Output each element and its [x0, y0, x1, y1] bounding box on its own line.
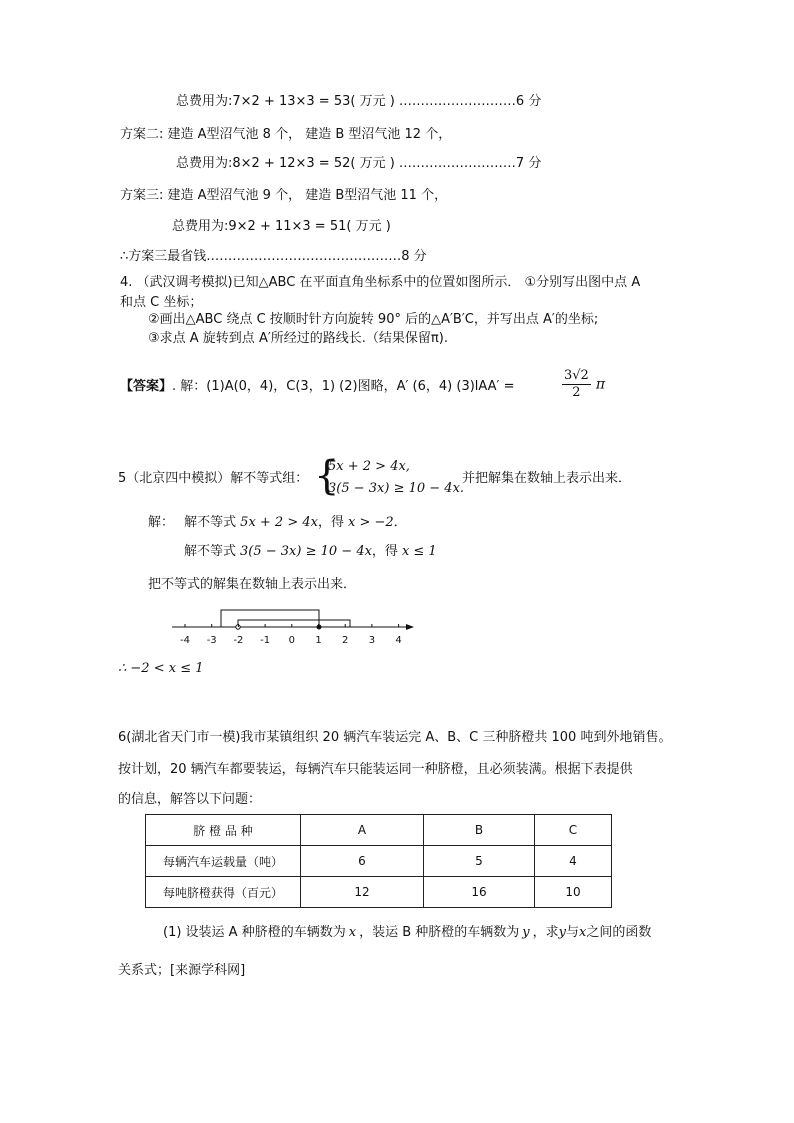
table-row — [146, 846, 612, 877]
number-line-tick-label: 0 — [288, 635, 295, 646]
q4-line-4: ③求点 A 旋转到点 A′所经过的路线长.（结果保留π). — [148, 331, 448, 346]
table-header-cell: B — [424, 815, 535, 846]
number-line — [170, 602, 420, 652]
total-cost-plan-2: 总费用为:8×2 + 12×3 = 52( 万元 ) ………………………7 分 — [176, 156, 542, 171]
table-row — [146, 877, 612, 908]
q6-line-3: 的信息，解答以下问题： — [118, 792, 262, 807]
table-cell: 5 — [424, 846, 535, 877]
sub1-text-d: 与 — [565, 925, 579, 940]
answer-text: . 解：(1)A(0，4)，C(3，1) (2)图略，A′ (6，4) (3)lAA′ = — [172, 379, 515, 394]
q4-line-2: 和点 C 坐标； — [120, 295, 203, 310]
total-cost-plan-3: 总费用为:9×2 + 11×3 = 51( 万元 ) — [172, 219, 391, 234]
number-line-tick-label: -2 — [233, 635, 244, 646]
var-x-2: x — [579, 925, 587, 940]
q6-sub1-line-2: 关系式；[来源学科网] — [118, 963, 246, 978]
q5-solution-1 — [148, 514, 407, 532]
q6-sub1-line-1 — [163, 924, 651, 942]
table-cell: 10 — [535, 877, 612, 908]
sol1-expression: 5x + 2 > 4x — [240, 515, 318, 530]
fraction-numerator: 3√2 — [564, 368, 589, 383]
q5-solution-2 — [184, 543, 437, 561]
sol2-result: x ≤ 1 — [401, 544, 437, 559]
number-line-tick-label: 4 — [395, 635, 402, 646]
q5-suffix: 并把解集在数轴上表示出来． — [462, 471, 632, 486]
q5-show-line: 把不等式的解集在数轴上表示出来． — [148, 577, 357, 592]
table-cell: 6 — [301, 846, 424, 877]
var-y: y — [522, 925, 530, 940]
total-cost-plan-1: 总费用为:7×2 + 13×3 = 53( 万元 ) ………………………6 分 — [176, 94, 542, 109]
sol2-text-b: ，得 — [371, 544, 398, 559]
table-cell: 4 — [535, 846, 612, 877]
sol1-text-b: ，得 — [317, 515, 344, 530]
plan-2: 方案二: 建造 A型沼气池 8 个， 建造 B 型沼气池 12 个， — [120, 127, 452, 142]
table-header-cell: C — [535, 815, 612, 846]
number-line-tick-label: 2 — [342, 635, 349, 646]
q4-answer — [120, 378, 515, 396]
q5-conclusion: ∴ −2 < x ≤ 1 — [118, 661, 204, 676]
solution-bracket-upper — [221, 610, 319, 627]
answer-fraction — [562, 368, 605, 401]
number-line-arrow — [406, 624, 414, 630]
q6-line-1: 6(湖北省天门市一模)我市某镇组织 20 辆汽车装运完 A、B、C 三种脐橙共 100 吨到外地销售。 — [118, 730, 672, 745]
sol1-text: 解不等式 — [184, 515, 237, 530]
sol2-text: 解不等式 — [184, 544, 237, 559]
number-line-tick-label: 1 — [315, 635, 322, 646]
sub1-text-a: (1) 设装运 A 种脐橙的车辆数为 — [163, 925, 346, 940]
sub1-text-c: ，求 — [532, 925, 559, 940]
q5-equation-1: 5x + 2 > 4x, — [328, 459, 410, 474]
number-line-tick-label: 3 — [368, 635, 376, 646]
sub1-text-e: 之间的函数 — [586, 925, 652, 940]
table-header-cell: 脐 橙 品 种 — [146, 815, 301, 846]
table-cell: 每吨脐橙获得（百元） — [146, 877, 301, 908]
number-line-tick-label: -3 — [206, 635, 217, 646]
conclusion-cheapest: ∴方案三最省钱………………………………………8 分 — [120, 249, 427, 264]
sol1-result: x > −2 — [347, 515, 394, 530]
sub1-text-b: ，装运 B 种脐橙的车辆数为 — [359, 925, 520, 940]
table-cell: 16 — [424, 877, 535, 908]
number-line-tick-label: -4 — [180, 635, 190, 646]
sol2-expression: 3(5 − 3x) ≥ 10 − 4x — [240, 544, 372, 559]
q5-prefix: 5（北京四中模拟）解不等式组： — [118, 471, 309, 486]
pi-symbol: π — [595, 376, 606, 393]
table-header-row — [146, 815, 612, 846]
table-header-cell: A — [301, 815, 424, 846]
q6-line-2: 按计划，20 辆汽车都要装运，每辆汽车只能装运同一种脐橙，且必须装满。根据下表提供 — [118, 762, 633, 777]
solution-label: 解： — [148, 515, 175, 530]
system-brace: { — [314, 453, 340, 499]
q4-line-3: ②画出△ABC 绕点 C 按顺时针方向旋转 90° 后的△A′B′C，并写出点 A′的坐标; — [148, 312, 599, 327]
orange-info-table — [145, 814, 612, 908]
q5-equation-2: 3(5 − 3x) ≥ 10 − 4x. — [328, 481, 465, 496]
q4-line-1: 4. （武汉调考模拟)已知△ABC 在平面直角坐标系中的位置如图所示． ①分别写出图中点 A — [120, 275, 641, 290]
fraction-denominator: 2 — [572, 385, 581, 400]
number-line-tick-label: -1 — [260, 635, 271, 646]
plan-3: 方案三: 建造 A型沼气池 9 个， 建造 B型沼气池 11 个， — [120, 188, 448, 203]
table-cell: 每辆汽车运载量（吨） — [146, 846, 301, 877]
var-y-2: y — [558, 925, 566, 940]
sol1-end: ． — [393, 515, 407, 530]
answer-label: 【答案】 — [120, 379, 173, 394]
table-cell: 12 — [301, 877, 424, 908]
solution-bracket-lower — [238, 620, 350, 627]
var-x: x — [348, 925, 357, 940]
